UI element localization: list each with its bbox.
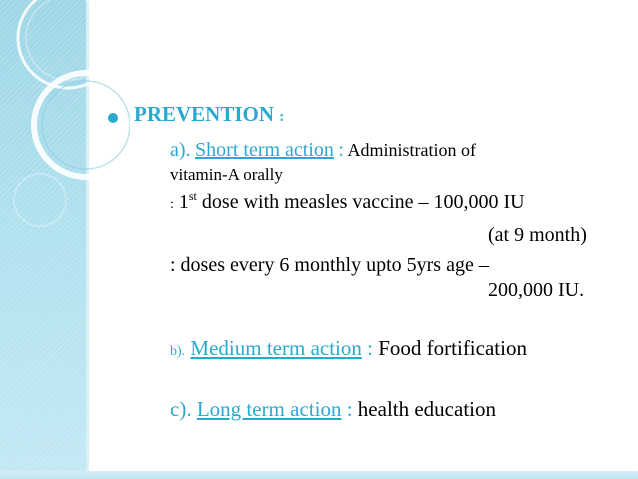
first-dose-ordinal-suffix: st bbox=[188, 189, 197, 203]
bottom-decorative-strip bbox=[0, 471, 638, 479]
decorative-rings bbox=[0, 0, 130, 479]
medium-term-label: Medium term action bbox=[190, 336, 362, 360]
short-term-continuation: vitamin-A orally bbox=[170, 165, 283, 184]
first-dose-ordinal bbox=[179, 191, 197, 213]
first-dose-text: dose with measles vaccine – 100,000 IU bbox=[201, 191, 525, 213]
heading-text: PREVENTION bbox=[134, 102, 275, 126]
slide-heading bbox=[134, 102, 284, 127]
short-term-line bbox=[170, 139, 476, 162]
first-dose-note: (at 9 month) bbox=[488, 224, 587, 246]
long-term-line bbox=[170, 397, 496, 422]
medium-term-prefix: b). bbox=[170, 344, 186, 359]
first-dose-line bbox=[170, 191, 525, 214]
medium-term-text: Food fortification bbox=[378, 336, 527, 360]
long-term-prefix: c). bbox=[170, 397, 192, 421]
long-term-text: health education bbox=[357, 397, 496, 421]
first-dose-colon: : bbox=[170, 197, 174, 212]
short-term-colon: : bbox=[338, 139, 344, 161]
medium-term-line bbox=[170, 336, 527, 361]
long-term-colon: : bbox=[346, 397, 353, 421]
short-term-prefix: a). bbox=[170, 139, 191, 161]
subsequent-doses-line: : doses every 6 monthly upto 5yrs age – bbox=[170, 254, 489, 276]
first-dose-ordinal-number: 1 bbox=[178, 191, 189, 213]
short-term-text: Administration of bbox=[347, 140, 476, 160]
bullet-dot-icon bbox=[108, 113, 118, 123]
heading-colon: : bbox=[279, 109, 285, 125]
subsequent-doses-amount: 200,000 IU. bbox=[488, 279, 585, 301]
medium-term-colon: : bbox=[367, 336, 373, 360]
short-term-label: Short term action bbox=[195, 139, 334, 161]
long-term-label: Long term action bbox=[196, 397, 342, 421]
